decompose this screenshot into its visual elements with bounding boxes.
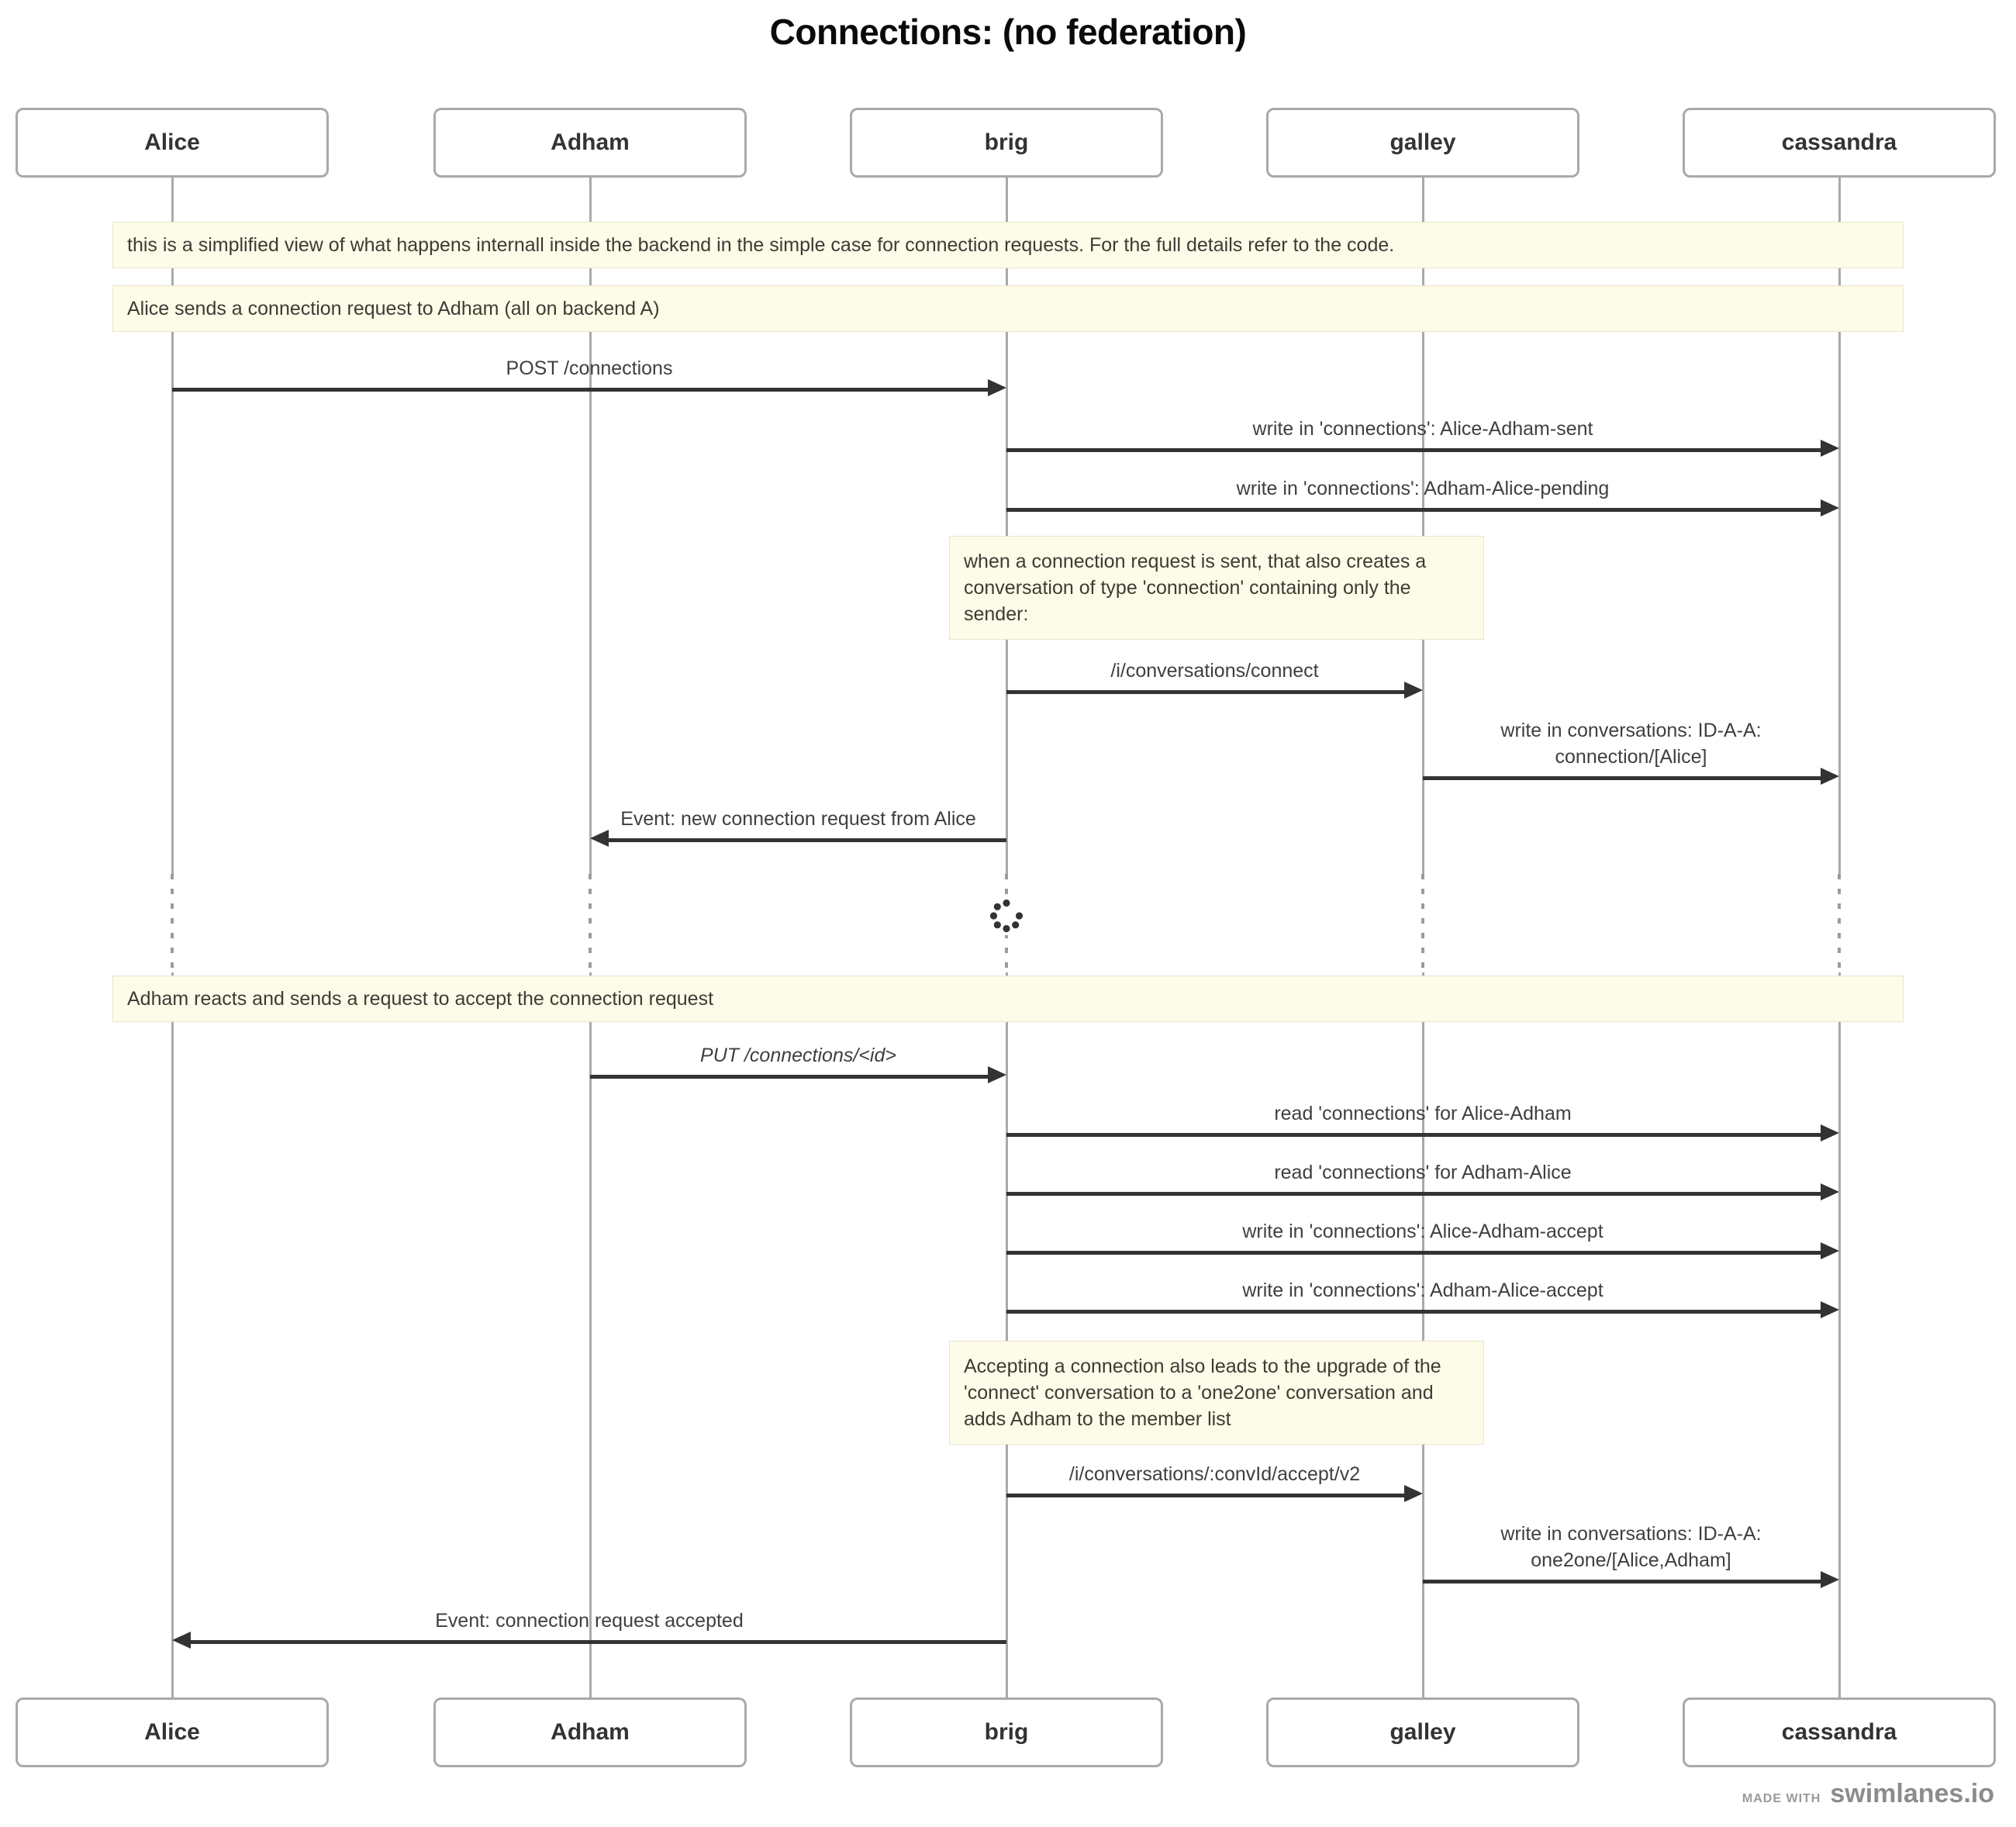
lane-line bbox=[171, 972, 174, 1697]
message-arrowhead-m8 bbox=[1821, 1124, 1839, 1141]
message-label-m8 bbox=[1274, 1100, 1571, 1127]
message-arrowhead-m10 bbox=[1821, 1242, 1839, 1259]
message-label-line1: POST /connections bbox=[506, 357, 673, 379]
lane-line bbox=[1422, 972, 1424, 1697]
message-label-m10 bbox=[1242, 1218, 1603, 1245]
message-arrowhead-m7 bbox=[988, 1066, 1006, 1083]
message-label-line2: one2one/[Alice,Adham] bbox=[1531, 1549, 1731, 1571]
message-arrowhead-m12 bbox=[1404, 1485, 1423, 1502]
lane-footer-alice: Alice bbox=[16, 1697, 329, 1767]
message-arrowhead-m9 bbox=[1821, 1183, 1839, 1200]
message-arrowhead-m13 bbox=[1821, 1571, 1839, 1588]
message-line-m8 bbox=[1006, 1133, 1822, 1137]
message-label-m4 bbox=[1110, 658, 1318, 684]
message-line-m4 bbox=[1006, 690, 1406, 694]
note-inline-b: Accepting a connection also leads to the upgrade of the 'connect' conversation to a 'one2one' conversation and adds Adham to the member list bbox=[949, 1341, 1484, 1445]
lane-footer-brig: brig bbox=[850, 1697, 1163, 1767]
message-label-m13 bbox=[1500, 1521, 1761, 1573]
message-arrowhead-m2 bbox=[1821, 440, 1839, 457]
message-label-line1: write in 'connections': Adham-Alice-pending bbox=[1236, 478, 1610, 499]
message-line-m12 bbox=[1006, 1494, 1406, 1497]
lane-header-galley: galley bbox=[1266, 108, 1579, 178]
note-banner-n1: this is a simplified view of what happens internall inside the backend in the simple case for connection requests. For the full details refer to the code. bbox=[112, 222, 1904, 268]
message-label-line1: /i/conversations/connect bbox=[1110, 660, 1319, 682]
message-label-m2 bbox=[1253, 416, 1593, 442]
lane-footer-galley: galley bbox=[1266, 1697, 1579, 1767]
lane-line bbox=[589, 972, 592, 1697]
lane-footer-cassandra: cassandra bbox=[1683, 1697, 1996, 1767]
lane-line bbox=[1422, 178, 1424, 874]
message-line-m1 bbox=[172, 388, 989, 392]
lane-header-adham: Adham bbox=[433, 108, 747, 178]
lane-header-cassandra: cassandra bbox=[1683, 108, 1996, 178]
message-label-m3 bbox=[1237, 475, 1610, 502]
message-arrowhead-m14 bbox=[172, 1632, 191, 1649]
note-inline-a: when a connection request is sent, that also creates a conversation of type 'connection' containing only the sender: bbox=[949, 536, 1484, 640]
message-arrowhead-m6 bbox=[590, 830, 609, 847]
message-label-line1: read 'connections' for Adham-Alice bbox=[1274, 1162, 1572, 1183]
message-arrowhead-m5 bbox=[1821, 768, 1839, 785]
footer bbox=[1742, 1779, 1994, 1809]
message-label-line1: /i/conversations/:convId/accept/v2 bbox=[1068, 1463, 1361, 1485]
message-label-line2: connection/[Alice] bbox=[1555, 746, 1707, 768]
message-arrowhead-m4 bbox=[1404, 682, 1423, 699]
message-label-line1: Event: connection request accepted bbox=[435, 1610, 744, 1632]
message-arrowhead-m3 bbox=[1821, 499, 1839, 516]
message-arrowhead-m11 bbox=[1821, 1301, 1839, 1318]
message-label-m5 bbox=[1500, 717, 1761, 770]
message-label-m6 bbox=[620, 806, 976, 832]
message-line-m6 bbox=[607, 838, 1006, 842]
message-line-m10 bbox=[1006, 1251, 1822, 1255]
message-label-m12 bbox=[1069, 1461, 1360, 1487]
message-label-line1: write in conversations: ID-A-A: bbox=[1500, 1523, 1762, 1545]
lane-line bbox=[1838, 972, 1841, 1697]
message-line-m13 bbox=[1423, 1580, 1822, 1584]
message-label-line1: write in 'connections': Alice-Adham-accept bbox=[1242, 1221, 1603, 1242]
note-banner-n2: Alice sends a connection request to Adham (all on backend A) bbox=[112, 285, 1904, 332]
diagram-title: Connections: (no federation) bbox=[769, 12, 1247, 52]
message-label-m7 bbox=[700, 1042, 896, 1069]
lane-line-dotted bbox=[589, 874, 592, 972]
message-line-m2 bbox=[1006, 448, 1822, 452]
swimlanes-brand-link[interactable]: swimlanes.io bbox=[1830, 1779, 1994, 1808]
lane-footer-adham: Adham bbox=[433, 1697, 747, 1767]
message-line-m7 bbox=[590, 1075, 989, 1079]
message-label-m1 bbox=[506, 355, 673, 382]
lane-header-alice: Alice bbox=[16, 108, 329, 178]
lane-line bbox=[589, 178, 592, 874]
message-label-m14 bbox=[435, 1608, 744, 1634]
message-label-line1: write in 'connections': Alice-Adham-sent bbox=[1252, 418, 1593, 440]
loading-spinner-icon bbox=[986, 896, 1027, 936]
message-label-line1: write in conversations: ID-A-A: bbox=[1500, 720, 1762, 741]
lane-line-dotted bbox=[171, 874, 174, 972]
lane-line-dotted bbox=[1838, 874, 1841, 972]
message-line-m9 bbox=[1006, 1192, 1822, 1196]
note-banner-n3: Adham reacts and sends a request to accept the connection request bbox=[112, 976, 1904, 1022]
message-line-m3 bbox=[1006, 508, 1822, 512]
message-label-m11 bbox=[1242, 1277, 1603, 1304]
lane-line bbox=[1006, 178, 1008, 874]
message-line-m14 bbox=[189, 1640, 1006, 1644]
message-label-line1: write in 'connections': Adham-Alice-accept bbox=[1242, 1280, 1603, 1301]
message-label-m9 bbox=[1274, 1159, 1571, 1186]
lane-line-dotted bbox=[1421, 874, 1424, 972]
lane-header-brig: brig bbox=[850, 108, 1163, 178]
message-label-line1: PUT /connections/<id> bbox=[700, 1045, 896, 1066]
message-line-m11 bbox=[1006, 1310, 1822, 1314]
made-with-label: MADE WITH bbox=[1742, 1792, 1821, 1805]
lane-line bbox=[171, 178, 174, 874]
message-arrowhead-m1 bbox=[988, 379, 1006, 396]
message-line-m5 bbox=[1423, 776, 1822, 780]
message-label-line1: Event: new connection request from Alice bbox=[620, 808, 976, 830]
message-label-line1: read 'connections' for Alice-Adham bbox=[1274, 1103, 1572, 1124]
